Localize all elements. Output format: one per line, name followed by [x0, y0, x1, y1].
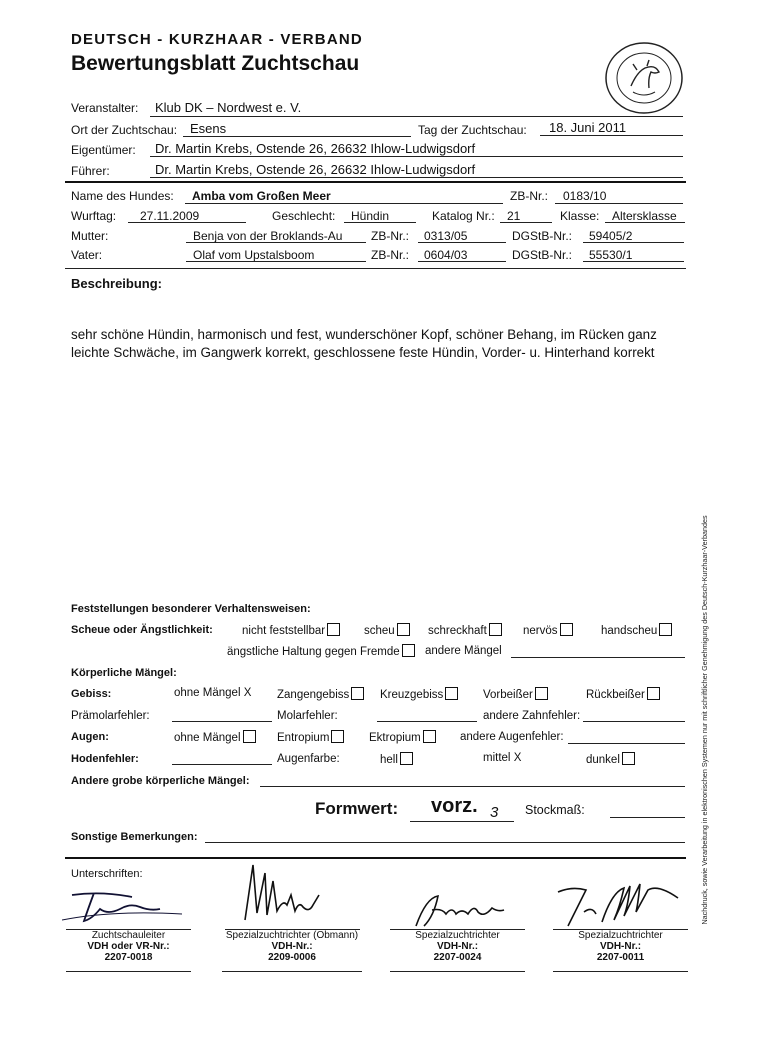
organizer-label: Veranstalter: — [71, 101, 139, 115]
sonstige-label: Sonstige Bemerkungen: — [71, 831, 198, 843]
signature-2-role: Spezialzuchtrichter (Obmann) — [225, 930, 359, 941]
gebiss-label: Gebiss: — [71, 688, 112, 700]
sex-underline — [344, 222, 416, 223]
molar-field[interactable] — [377, 721, 477, 722]
checkbox-nervoes[interactable] — [560, 623, 573, 636]
andere-maengel-label: andere Mängel — [425, 645, 502, 657]
andere-maengel-field[interactable] — [511, 657, 685, 658]
checkbox-nicht-feststellbar[interactable] — [327, 623, 340, 636]
description-line-2: leichte Schwäche, im Gangwerk korrekt, geschlossene feste Hündin, Vorder- u. Hinterhand korrekt — [71, 345, 655, 360]
signature-2-id: 2209-0006 — [268, 952, 316, 963]
organizer-value: Klub DK – Nordwest e. V. — [155, 100, 302, 115]
option-nervoes-label: nervös — [523, 625, 558, 637]
wurftag-underline — [128, 222, 246, 223]
augen-label: Augen: — [71, 731, 109, 743]
formwert-value: vorz. — [431, 795, 478, 817]
owner-value: Dr. Martin Krebs, Ostende 26, 26632 Ihlow-Ludwigsdorf — [155, 141, 476, 156]
date-underline — [540, 135, 683, 136]
checkbox-kreuzgebiss[interactable] — [445, 687, 458, 700]
signature-2 — [230, 858, 350, 928]
dog-name-underline — [185, 203, 503, 204]
location-label: Ort der Zuchtschau: — [71, 123, 178, 137]
klasse-value: Altersklasse — [612, 209, 677, 223]
wurftag-label: Wurftag: — [71, 209, 117, 223]
sex-value: Hündin — [351, 209, 390, 223]
hoden-label: Hodenfehler: — [71, 753, 139, 765]
signature-3 — [410, 888, 520, 933]
bottom-line-1 — [66, 971, 191, 972]
father-dgstb-underline — [583, 261, 684, 262]
handler-value: Dr. Martin Krebs, Ostende 26, 26632 Ihlow-Ludwigsdorf — [155, 162, 476, 177]
option-kreuzgebiss-label: Kreuzgebiss — [380, 689, 444, 701]
andere-augen-label: andere Augenfehler: — [460, 731, 564, 743]
dog-name-label: Name des Hundes: — [71, 189, 174, 203]
physical-heading: Körperliche Mängel: — [71, 667, 177, 679]
option-aengstlich[interactable] — [227, 644, 415, 658]
option-zangengebiss[interactable] — [277, 687, 364, 701]
mother-label: Mutter: — [71, 229, 109, 243]
augenfarbe-label: Augenfarbe: — [277, 753, 340, 765]
father-zb-label: ZB-Nr.: — [371, 248, 409, 262]
father-dgstb-label: DGStB-Nr.: — [512, 248, 573, 262]
bottom-line-3 — [390, 971, 525, 972]
signature-4-id: 2207-0011 — [596, 952, 645, 963]
option-rueckbeisser[interactable] — [586, 687, 660, 701]
signature-2-id-label: VDH-Nr.: — [271, 941, 313, 952]
mother-zb-label: ZB-Nr.: — [371, 229, 409, 243]
option-gebiss-ohne[interactable] — [174, 687, 251, 699]
mother-dgstb-value: 59405/2 — [589, 229, 633, 243]
mother-value: Benja von der Broklands-Au — [193, 229, 343, 243]
mother-underline — [186, 242, 366, 243]
handler-underline — [150, 177, 683, 178]
owner-underline — [150, 156, 683, 157]
option-ektropium[interactable] — [369, 730, 436, 744]
father-value: Olaf vom Upstalsboom — [193, 248, 315, 262]
checkbox-scheu[interactable] — [397, 623, 410, 636]
signature-1-id: 2207-0018 — [104, 952, 153, 963]
stockmass-label: Stockmaß: — [525, 803, 585, 817]
checkbox-handscheu[interactable] — [659, 623, 672, 636]
andere-zahn-label: andere Zahnfehler: — [483, 710, 581, 722]
org-name: DEUTSCH - KURZHAAR - VERBAND — [71, 31, 363, 48]
stockmass-field[interactable] — [610, 817, 685, 818]
mother-dgstb-underline — [583, 242, 684, 243]
dog-zb-underline — [555, 203, 683, 204]
bottom-line-2 — [222, 971, 362, 972]
formwert-note: 3 — [490, 804, 499, 821]
option-augen-ohne-label: ohne Mängel — [174, 732, 241, 744]
mother-dgstb-label: DGStB-Nr.: — [512, 229, 573, 243]
andere-augen-field[interactable] — [568, 743, 685, 744]
checkbox-hell[interactable] — [400, 752, 413, 765]
option-mittel[interactable] — [483, 752, 521, 764]
checkbox-dunkel[interactable] — [622, 752, 635, 765]
hoden-field[interactable] — [172, 764, 272, 765]
dog-section-underline — [65, 268, 686, 269]
option-zangengebiss-label: Zangengebiss — [277, 689, 350, 701]
checkbox-ektropium[interactable] — [423, 730, 436, 743]
molar-label: Molarfehler: — [277, 710, 338, 722]
checkbox-rueckbeisser[interactable] — [647, 687, 660, 700]
option-schreckhaft-label: schreckhaft — [428, 625, 487, 637]
page-title: Bewertungsblatt Zuchtschau — [71, 52, 360, 75]
option-dunkel-label: dunkel — [586, 754, 620, 766]
mother-zb-underline — [418, 242, 506, 243]
option-kreuzgebiss[interactable] — [380, 687, 458, 701]
signature-4-id-label: VDH-Nr.: — [599, 941, 642, 952]
option-nicht-feststellbar[interactable] — [242, 623, 340, 637]
andere-grobe-label: Andere grobe körperliche Mängel: — [71, 775, 250, 787]
father-dgstb-value: 55530/1 — [589, 248, 633, 262]
location-underline — [183, 136, 411, 137]
father-zb-value: 0604/03 — [424, 248, 468, 262]
option-entropium[interactable] — [277, 730, 344, 744]
klasse-label: Klasse: — [560, 209, 600, 223]
description-label: Beschreibung: — [71, 276, 163, 291]
checkbox-schreckhaft[interactable] — [489, 623, 502, 636]
description-line-1: sehr schöne Hündin, harmonisch und fest, wunderschöner Kopf, schöner Behang, im Rücken ganz — [71, 327, 657, 342]
katalog-value: 21 — [507, 209, 521, 223]
signature-block-4 — [553, 930, 688, 963]
option-ektropium-label: Ektropium — [369, 732, 421, 744]
signatures-label: Unterschriften: — [71, 868, 143, 880]
formwert-underline — [410, 821, 514, 822]
handler-label: Führer: — [71, 164, 110, 178]
signature-4-role: Spezialzuchtrichter — [578, 930, 663, 941]
option-dunkel[interactable] — [586, 752, 635, 766]
option-vorbeisser-label: Vorbeißer — [483, 689, 533, 701]
checkbox-aengstlich[interactable] — [402, 644, 415, 657]
option-nicht-feststellbar-label: nicht feststellbar — [242, 625, 326, 637]
option-handscheu[interactable] — [601, 623, 672, 637]
option-handscheu-label: handscheu — [601, 625, 658, 637]
dog-zb-value: 0183/10 — [563, 189, 607, 203]
checkbox-zangengebiss[interactable] — [351, 687, 364, 700]
dog-zb-label: ZB-Nr.: — [510, 189, 548, 203]
gebiss-ohne-mark: X — [243, 687, 252, 699]
andere-zahn-field[interactable] — [583, 721, 685, 722]
katalog-underline — [500, 222, 552, 223]
sonstige-field[interactable] — [205, 842, 685, 843]
dog-name-value: Amba vom Großen Meer — [192, 189, 331, 203]
andere-grobe-field[interactable] — [260, 786, 685, 787]
option-scheu[interactable] — [364, 623, 410, 637]
signature-1 — [62, 885, 192, 930]
option-hell-label: hell — [380, 754, 398, 766]
behavior-heading: Feststellungen besonderer Verhaltensweisen: — [71, 603, 311, 615]
organizer-underline — [150, 116, 683, 117]
father-underline — [186, 261, 366, 262]
katalog-label: Katalog Nr.: — [432, 209, 495, 223]
signature-divider — [65, 857, 686, 859]
wurftag-value: 27.11.2009 — [140, 209, 200, 223]
signature-3-id: 2207-0024 — [433, 952, 482, 963]
option-entropium-label: Entropium — [277, 732, 330, 744]
praemolar-field[interactable] — [172, 721, 272, 722]
option-scheu-label: scheu — [364, 625, 395, 637]
mother-zb-value: 0313/05 — [424, 229, 468, 243]
section-divider — [65, 181, 686, 183]
signature-3-role: Spezialzuchtrichter — [415, 930, 500, 941]
scheue-label: Scheue oder Ängstlichkeit: — [71, 624, 213, 636]
mittel-mark: X — [513, 752, 522, 764]
signature-block-1 — [66, 930, 191, 963]
copyright-side-note: Nachdruck, sowie Verarbeitung in elektronischen Systemen nur mit schriftlicher Genehmigung des Deutsch-Kurzhaar-Verbandes — [700, 515, 709, 925]
option-aengstlich-label: ängstliche Haltung gegen Fremde — [227, 646, 400, 658]
location-value: Esens — [190, 121, 227, 136]
praemolar-label: Prämolarfehler: — [71, 710, 150, 722]
klasse-underline — [605, 222, 685, 223]
option-nervoes[interactable] — [523, 623, 573, 637]
father-zb-underline — [418, 261, 506, 262]
option-gebiss-ohne-label: ohne Mängel — [174, 687, 241, 699]
option-rueckbeisser-label: Rückbeißer — [586, 689, 645, 701]
option-hell[interactable] — [380, 752, 413, 766]
option-mittel-label: mittel — [483, 752, 511, 764]
signature-block-3 — [390, 930, 525, 963]
verband-seal — [603, 40, 685, 116]
checkbox-entropium[interactable] — [331, 730, 344, 743]
option-augen-ohne[interactable] — [174, 730, 256, 744]
checkbox-augen-ohne[interactable] — [243, 730, 256, 743]
owner-label: Eigentümer: — [71, 143, 136, 157]
option-vorbeisser[interactable] — [483, 687, 548, 701]
father-label: Vater: — [71, 248, 103, 262]
date-label: Tag der Zuchtschau: — [418, 123, 527, 137]
date-value: 18. Juni 2011 — [549, 120, 627, 135]
option-schreckhaft[interactable] — [428, 623, 502, 637]
signature-1-role: Zuchtschauleiter — [91, 930, 166, 941]
signature-block-2 — [222, 930, 362, 963]
signature-3-id-label: VDH-Nr.: — [436, 941, 479, 952]
sex-label: Geschlecht: — [272, 209, 336, 223]
checkbox-vorbeisser[interactable] — [535, 687, 548, 700]
bottom-line-4 — [553, 971, 688, 972]
formwert-label: Formwert: — [315, 799, 399, 818]
signature-1-id-label: VDH oder VR-Nr.: — [87, 941, 170, 952]
